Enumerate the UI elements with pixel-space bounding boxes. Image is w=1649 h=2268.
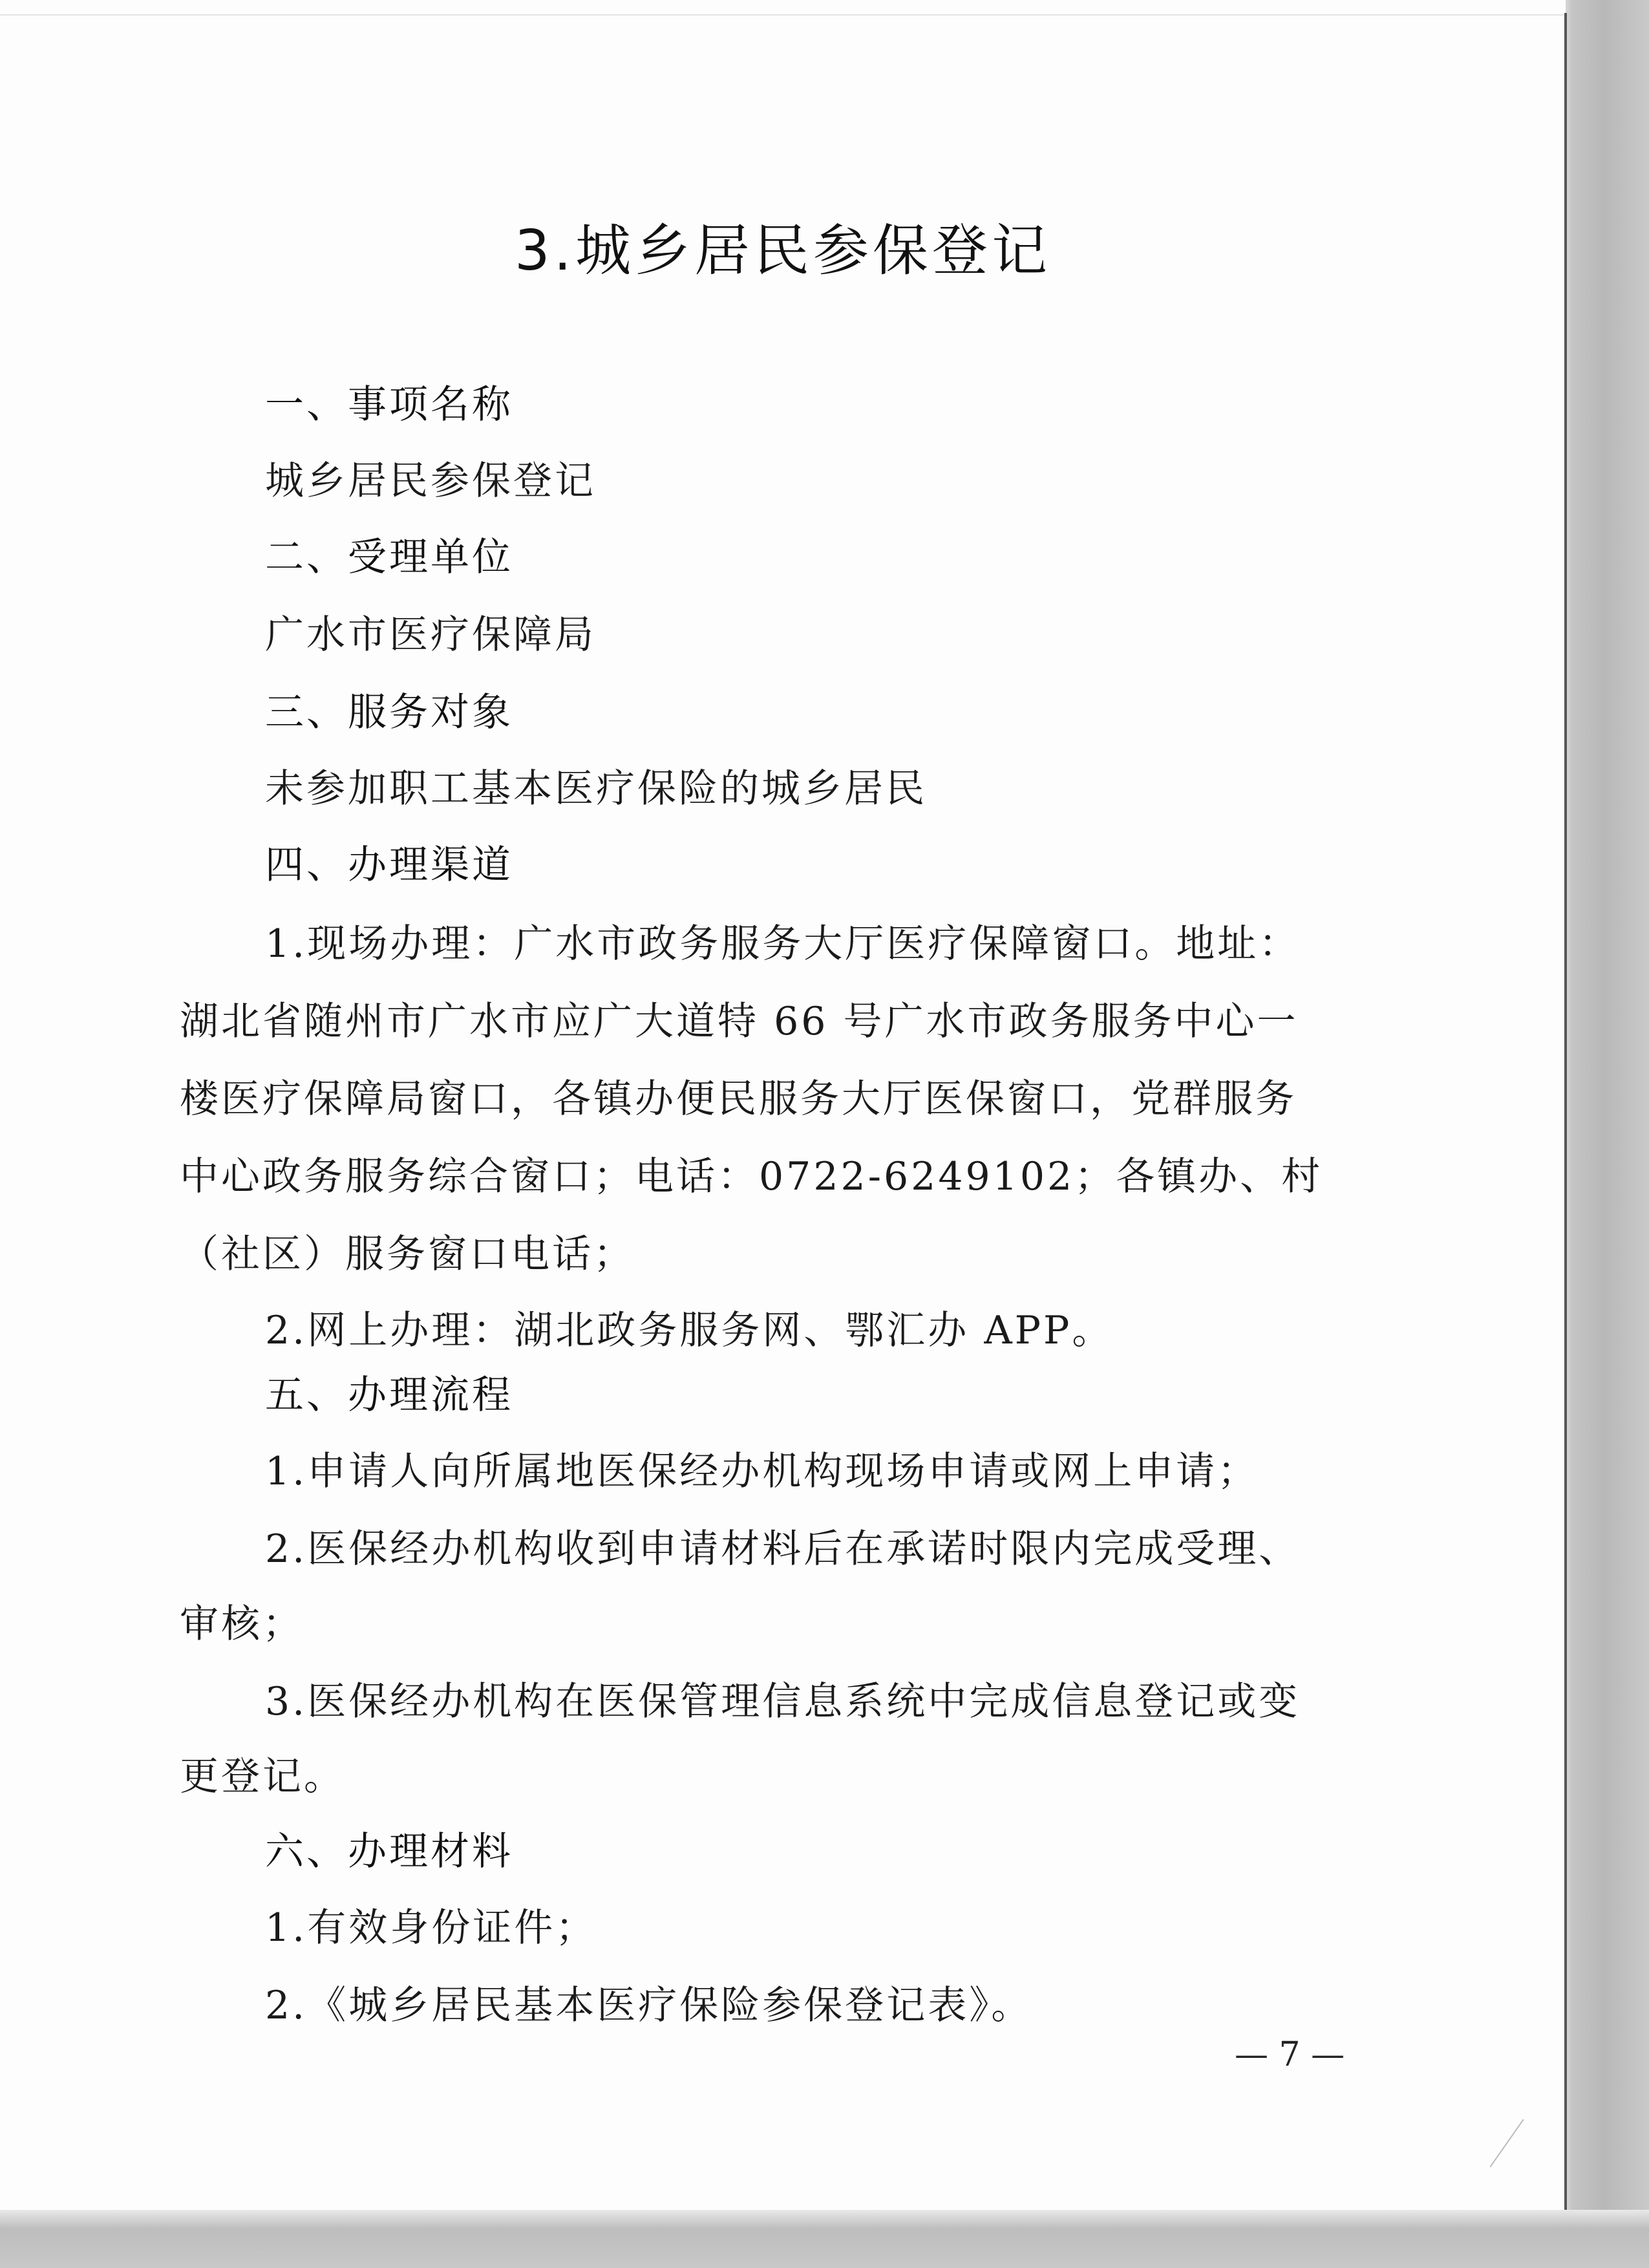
page-corner-crease [1489, 2119, 1524, 2168]
section-heading-accepting-unit: 二、受理单位 [265, 535, 513, 580]
process-line-1: 1.申请人向所属地医保经办机构现场申请或网上申请； [265, 1449, 1259, 1494]
channels-line-2: 湖北省随州市广水市应广大道特 66 号广水市政务服务中心一 [180, 999, 1299, 1044]
channels-line-1: 1.现场办理：广水市政务服务大厅医疗保障窗口。地址： [265, 921, 1301, 967]
process-line-3: 审核； [180, 1601, 304, 1647]
materials-line-1: 1.有效身份证件； [265, 1905, 597, 1951]
process-line-4: 3.医保经办机构在医保管理信息系统中完成信息登记或变 [265, 1679, 1301, 1724]
channels-line-6: 2.网上办理：湖北政务服务网、鄂汇办 APP。 [265, 1308, 1114, 1353]
channels-line-5: （社区）服务窗口电话； [180, 1232, 635, 1277]
scan-right-edge [1566, 0, 1649, 2268]
page-number: — 7 — [1235, 2035, 1345, 2074]
page-right-border [1564, 13, 1567, 2231]
page-title: 3.城乡居民参保登记 [514, 219, 1052, 283]
process-line-2: 2.医保经办机构收到申请材料后在承诺时限内完成受理、 [265, 1526, 1301, 1572]
scan-bottom-edge [0, 2210, 1649, 2268]
section-heading-process: 五、办理流程 [265, 1373, 513, 1418]
scan-top-line [0, 14, 1566, 16]
section-heading-materials: 六、办理材料 [265, 1829, 513, 1874]
section-heading-item-name: 一、事项名称 [265, 382, 513, 427]
process-line-5: 更登记。 [180, 1754, 345, 1799]
channels-line-3: 楼医疗保障局窗口，各镇办便民服务大厅医保窗口，党群服务 [180, 1076, 1297, 1122]
accepting-unit-text: 广水市医疗保障局 [265, 612, 596, 658]
materials-line-2: 2.《城乡居民基本医疗保险参保登记表》。 [265, 1983, 1033, 2028]
channels-line-4: 中心政务服务综合窗口；电话：0722-6249102；各镇办、村 [180, 1154, 1323, 1199]
section-heading-service-target: 三、服务对象 [265, 690, 513, 735]
service-target-text: 未参加职工基本医疗保险的城乡居民 [265, 766, 927, 811]
item-name-text: 城乡居民参保登记 [265, 458, 596, 504]
section-heading-channels: 四、办理渠道 [265, 842, 513, 888]
